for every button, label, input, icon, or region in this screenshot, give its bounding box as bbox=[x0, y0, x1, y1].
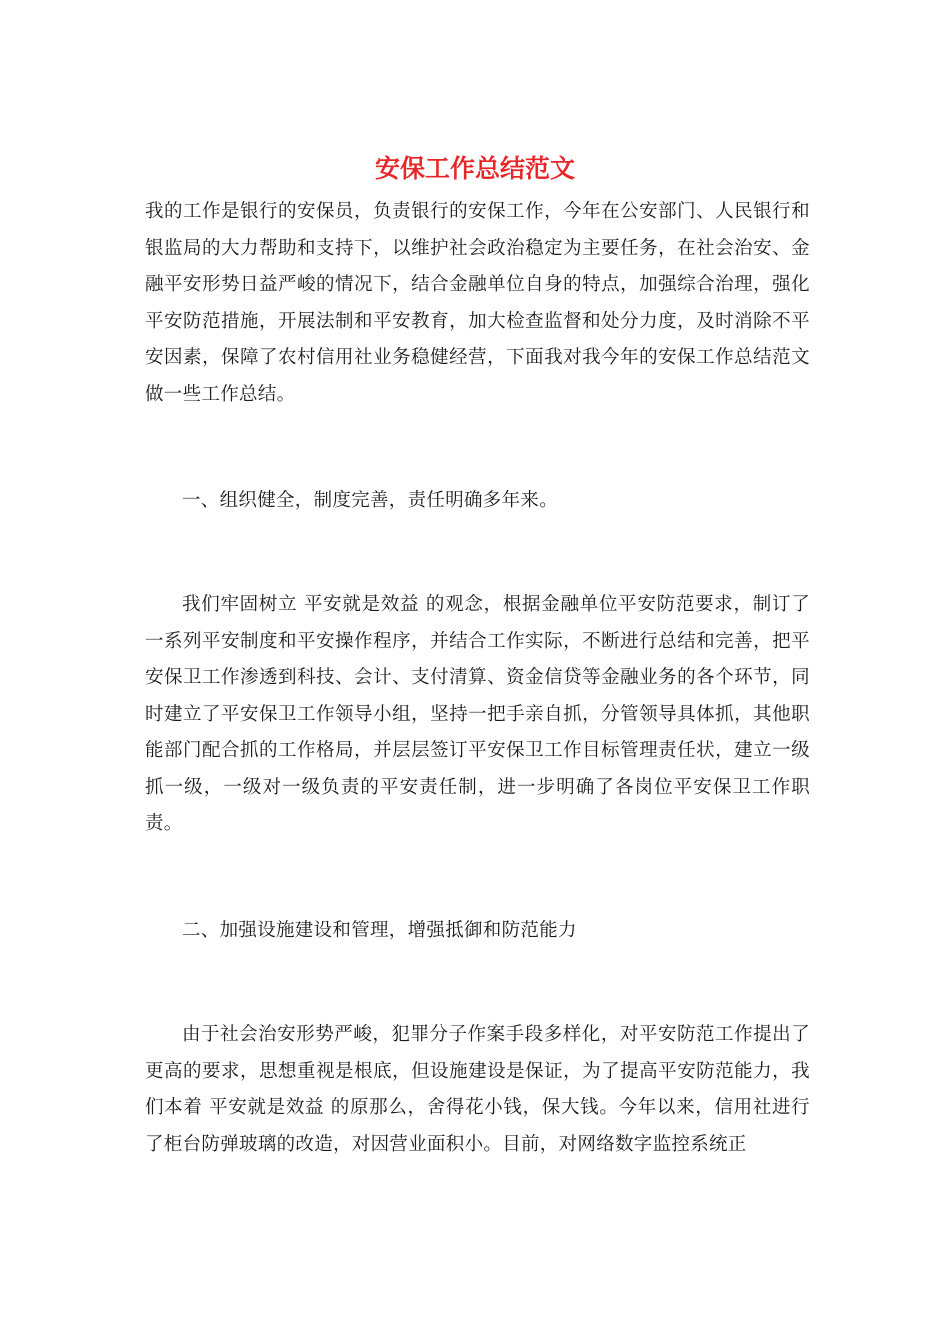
document-title: 安保工作总结范文 bbox=[374, 154, 575, 183]
intro-paragraph: 我的工作是银行的安保员，负责银行的安保工作，今年在公安部门、人民银行和银监局的大力帮助和支持下，以维护社会政治稳定为主要任务，在社会治安、金融平安形势日益严峻的情况下，结合金融单位自身的特点，加强综合治理，强化平安防范措施，开展法制和平安教育，加大检查监督和处分力度，及时消除不平安因素，保障了农村信用社业务稳健经营，下面我对我今年的安保工作总结范文做一些工作总结。 bbox=[145, 201, 810, 405]
section-1-heading: 一、组织健全，制度完善，责任明确多年来。 bbox=[182, 490, 559, 511]
section-1-paragraph: 我们牢固树立 平安就是效益 的观念，根据金融单位平安防范要求，制订了一系列平安制度和平安操作程序，并结合工作实际，不断进行总结和完善，把平安保卫工作渗透到科技、会计、支付清算、资金信贷等金融业务的各个环节，同时建立了平安保卫工作领导小组，坚持一把手亲自抓，分管领导具体抓，其他职能部门配合抓的工作格局，并层层签订平安保卫工作目标管理责任状，建立一级抓一级，一级对一级负责的平安责任制，进一步明确了各岗位平安保卫工作职责。 bbox=[145, 594, 810, 834]
section-2-paragraph: 由于社会治安形势严峻，犯罪分子作案手段多样化，对平安防范工作提出了更高的要求，思想重视是根底，但设施建设是保证，为了提高平安防范能力，我们本着 平安就是效益 的原那么，舍得花小钱，保大钱。今年以来，信用社进行了柜台防弹玻璃的改造，对因营业面积小。目前，对网络数字监控系统正 bbox=[145, 1024, 810, 1155]
section-2-heading: 二、加强设施建设和管理，增强抵御和防范能力 bbox=[182, 920, 577, 941]
